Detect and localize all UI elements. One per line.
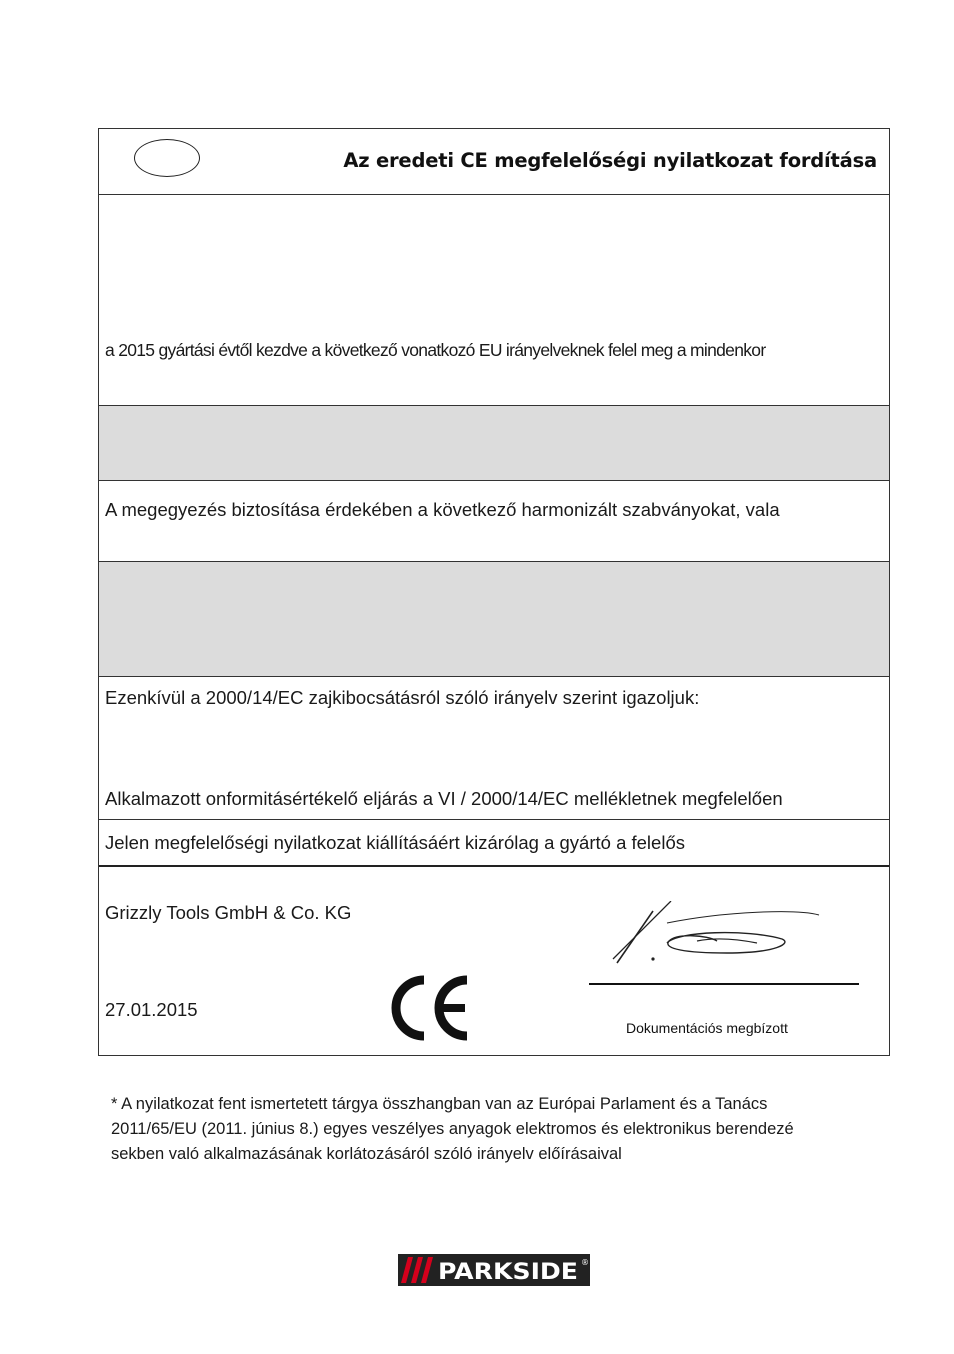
responsibility-section <box>99 820 889 867</box>
responsibility-text: Jelen megfelelőségi nyilatkozat kiállításáért kizárólag a gyártó a felelős <box>105 832 685 853</box>
page-title: Az eredeti CE megfelelőségi nyilatkozat fordítása <box>343 149 877 172</box>
declaration-date: 27.01.2015 <box>105 999 198 1020</box>
signature-section <box>99 867 889 1055</box>
footnote-line: 2011/65/EU (2011. június 8.) egyes veszélyes anyagok elektromos és elektronikus berendezé <box>111 1120 794 1138</box>
parkside-logo <box>398 1254 590 1286</box>
signature-line <box>589 983 859 985</box>
noise-directive-section <box>99 677 889 820</box>
directives-band <box>99 406 889 481</box>
footnote-line: * A nyilatkozat fent ismertetett tárgya összhangban van az Európai Parlament és a Tanács <box>111 1095 768 1113</box>
harmonized-standards-text: A megegyezés biztosítása érdekében a következő harmonizált szabványokat, vala <box>105 499 780 520</box>
footnote-line: sekben való alkalmazásának korlátozásáról szóló irányelv előírásaival <box>111 1145 622 1163</box>
conformity-procedure-text: Alkalmazott onformitásértékelő eljárás a VI / 2000/14/EC mellékletnek megfelelően <box>105 788 783 809</box>
harmonized-standards-section <box>99 481 889 562</box>
intro-section <box>99 195 889 406</box>
ce-mark-icon <box>387 973 471 1043</box>
signature-icon <box>607 901 827 971</box>
standards-band <box>99 562 889 677</box>
footnote <box>111 1092 891 1167</box>
signatory-role: Dokumentációs megbízott <box>626 1020 788 1036</box>
declaration-header <box>99 129 889 195</box>
registered-mark: ® <box>581 1258 589 1267</box>
intro-text: a 2015 gyártási évtől kezdve a következő vonatkozó EU irányelveknek felel meg a mindenkor <box>105 340 766 360</box>
brand-name: PARKSIDE <box>438 1260 578 1285</box>
language-marker-oval <box>134 139 200 177</box>
declaration-form <box>98 128 890 1056</box>
company-name: Grizzly Tools GmbH & Co. KG <box>105 902 352 923</box>
noise-directive-text: Ezenkívül a 2000/14/EC zajkibocsátásról szóló irányelv szerint igazoljuk: <box>105 687 700 708</box>
